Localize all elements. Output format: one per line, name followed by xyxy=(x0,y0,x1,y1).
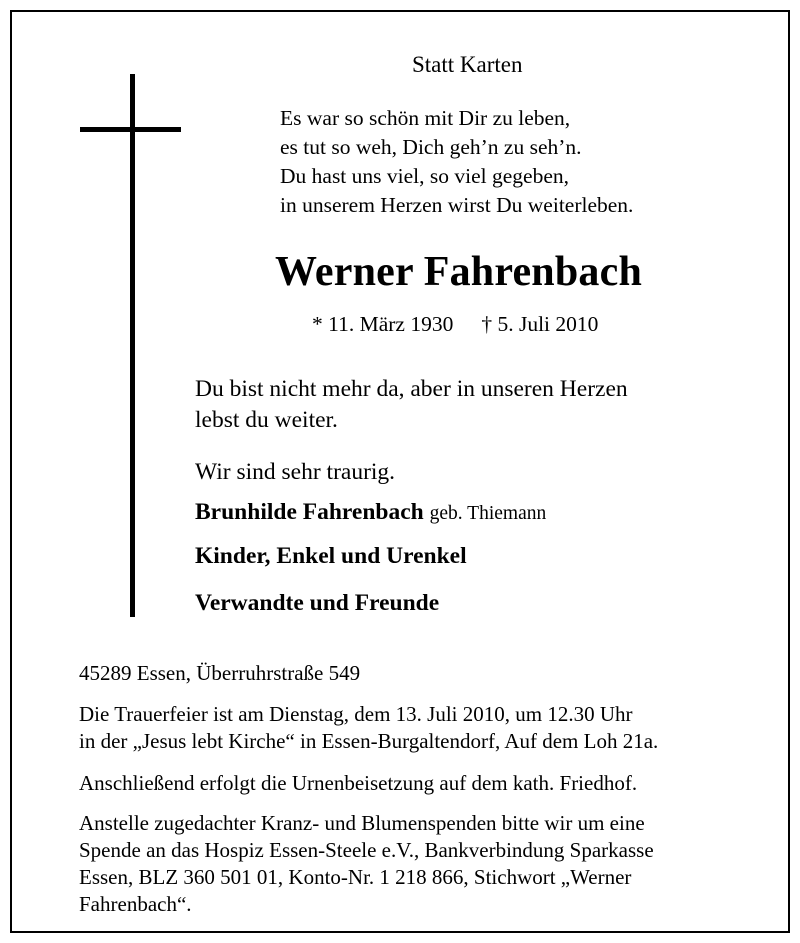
donation-line: Fahrenbach“. xyxy=(79,892,192,916)
life-dates xyxy=(312,312,598,337)
donation-info xyxy=(79,810,654,918)
farewell-quote xyxy=(195,374,628,436)
quote-line: lebst du weiter. xyxy=(195,407,338,433)
family-address: 45289 Essen, Überruhrstraße 549 xyxy=(79,661,361,685)
burial-info: Anschließend erfolgt die Urnenbeisetzung auf dem kath. Friedhof. xyxy=(79,771,638,795)
spouse-maiden-name: geb. Thiemann xyxy=(429,503,547,524)
poem xyxy=(280,104,633,220)
header-statt-karten: Statt Karten xyxy=(412,52,523,77)
mourner-family: Kinder, Enkel und Urenkel xyxy=(195,543,467,569)
obituary-notice xyxy=(10,10,790,933)
donation-line: Essen, BLZ 360 501 01, Konto-Nr. 1 218 866, Stichwort „Werner xyxy=(79,865,632,889)
donation-line: Anstelle zugedachter Kranz- und Blumenspenden bitte wir um eine xyxy=(79,811,645,835)
cross-vertical-bar xyxy=(130,74,135,617)
cross-horizontal-bar xyxy=(80,127,181,132)
poem-line: Du hast uns viel, so viel gegeben, xyxy=(280,164,570,188)
sad-line: Wir sind sehr traurig. xyxy=(195,459,396,485)
poem-line: in unserem Herzen wirst Du weiterleben. xyxy=(280,193,634,217)
quote-line: Du bist nicht mehr da, aber in unseren Herzen xyxy=(195,376,628,402)
funeral-line: in der „Jesus lebt Kirche“ in Essen-Burgaltendorf, Auf dem Loh 21a. xyxy=(79,729,659,753)
donation-line: Spende an das Hospiz Essen-Steele e.V., Bankverbindung Sparkasse xyxy=(79,838,654,862)
birth-date: * 11. März 1930 xyxy=(312,312,454,336)
funeral-line: Die Trauerfeier ist am Dienstag, dem 13. Juli 2010, um 12.30 Uhr xyxy=(79,702,633,726)
mourner-relatives: Verwandte und Freunde xyxy=(195,590,440,616)
poem-line: es tut so weh, Dich geh’n zu seh’n. xyxy=(280,135,582,159)
funeral-info xyxy=(79,701,658,755)
mourner-spouse xyxy=(195,499,546,526)
deceased-name: Werner Fahrenbach xyxy=(275,249,643,295)
death-date: † 5. Juli 2010 xyxy=(481,312,599,336)
poem-line: Es war so schön mit Dir zu leben, xyxy=(280,106,571,130)
spouse-name: Brunhilde Fahrenbach xyxy=(195,499,424,525)
